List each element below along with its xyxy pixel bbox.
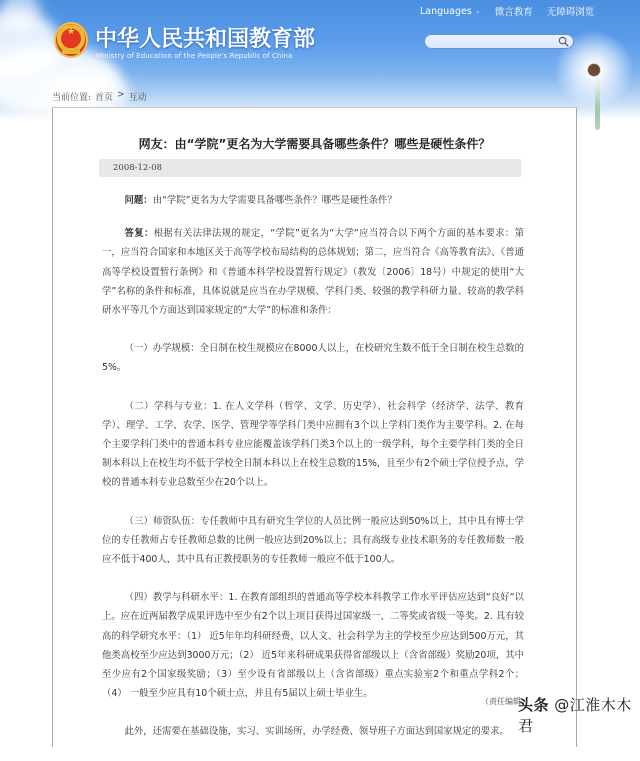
breadcrumb-separator: > bbox=[117, 90, 125, 100]
breadcrumb-label: 当前位置: bbox=[52, 93, 92, 103]
article-panel bbox=[52, 107, 577, 747]
article-title: 网友：由“学院”更名为大学需要具备哪些条件？哪些是硬性条件？ bbox=[138, 137, 491, 151]
question-lead: 问题： bbox=[124, 195, 153, 206]
site-subtitle: Ministry of Education of the People's Republic of China bbox=[96, 52, 293, 60]
section-disciplines: （二）学科与专业：1. 在人文学科（哲学、文学、历史学）、社会科学（经济学、法学、教育学）、理学、工学、农学、医学、管理学等学科门类中应拥有3个以上学科门类作为主要学科。2. 在每个主要学科门类中的普通本科专业应能覆盖该学科门类3个以上的一级学科，每个主要学科门类的全日制本科以上在校生均不低于学校全日制本科以上在校生总数的15%，且至少有2个硕士学位授予点，学校的普通本科专业总数至少在20个以上。 bbox=[102, 400, 524, 489]
watermark-brand: 头条 bbox=[518, 696, 550, 714]
breadcrumb-home[interactable]: 首页 bbox=[95, 93, 114, 103]
chevron-down-icon: ⌄ bbox=[474, 7, 481, 15]
section-teaching-research: （四）教学与科研水平：1. 在教育部组织的普通高等学校本科教学工作水平评估应达到“良好”以上。应在近两届教学成果评选中至少有2个以上项目获得过国家级一、二等奖或省级一等奖。2. 具有较高的科学研究水平：（1） 近5年年均科研经费，以人文、社会科学为主的学校至少应达到500万元，其他类高校至少应达到3000万元；（2） 近5年来科研成果获得省部级以上（含省部级）奖励20项，其中至少应有2个国家级奖励；（3）至少设有省部级以上（含省部级）重点实验室2个和重点学科2个；（4） 一般至少应具有10个硕士点，并且有5届以上硕士毕业生。 bbox=[102, 592, 524, 700]
weiyan-education-link[interactable]: 微言教育 bbox=[494, 7, 533, 18]
top-links bbox=[420, 4, 594, 18]
star-icon: ★ bbox=[67, 27, 76, 37]
answer-lead: 答复： bbox=[124, 228, 154, 240]
accessibility-link[interactable]: 无障碍浏览 bbox=[546, 7, 595, 18]
breadcrumb-interaction[interactable]: 互动 bbox=[128, 93, 147, 103]
answer-text: 根据有关法律法规的规定，“学院”更名为“大学”应当符合以下两个方面的基本要求：第一，应当符合国家和本地区关于高等学校布局结构的总体规划；第二，应当符合《高等教育法》、《普通高等学校设置暂行条例》和《普通本科学校设置暂行规定》（教发〔2006〕18号）中规定的使用“大学”名称的条件和标准，具体说就是应当在办学规模、学科门类、较强的教学科研力量、较高的教学科研水平等几个方面达到国家规定的“大学”的标准和条件： bbox=[102, 228, 524, 317]
section-other: 此外，还需要在基础设施，实习、实训场所，办学经费、领导班子方面达到国家规定的要求。 bbox=[124, 726, 509, 738]
emblem-base bbox=[62, 48, 80, 54]
languages-label: Languages bbox=[420, 5, 472, 17]
responsible-editor: （责任编辑 bbox=[481, 697, 521, 706]
question-paragraph bbox=[102, 191, 524, 210]
search-box bbox=[424, 34, 574, 49]
watermark bbox=[518, 694, 640, 736]
section-faculty: （三）师资队伍：专任教师中具有研究生学位的人员比例一般应达到50%以上，其中具有博士学位的专任教师占专任教师总数的比例一般应达到20%以上；具有高级专业技术职务的专任教师数一般应不低于400人，其中具有正教授职务的专任教师一般应不低于100人。 bbox=[102, 515, 524, 566]
question-text: 由“学院”更名为大学需要具备哪些条件？哪些是硬性条件？ bbox=[152, 195, 397, 206]
national-emblem-icon[interactable] bbox=[54, 22, 88, 58]
search-input[interactable] bbox=[431, 36, 551, 47]
breadcrumb bbox=[52, 90, 147, 103]
site-header bbox=[0, 0, 640, 120]
watermark-handle: @江淮木木君 bbox=[518, 696, 632, 735]
section-scale: （一）办学规模：全日制在校生规模应在8000人以上，在校研究生数不低于全日制在校生总数的5%。 bbox=[102, 343, 524, 374]
article-body bbox=[102, 191, 524, 761]
languages-dropdown[interactable] bbox=[420, 4, 481, 18]
date-bar bbox=[99, 159, 521, 177]
site-title[interactable]: 中华人民共和国教育部 bbox=[95, 27, 316, 52]
article-date: 2008-12-08 bbox=[113, 163, 163, 173]
search-icon[interactable] bbox=[558, 36, 569, 47]
answer-paragraph bbox=[102, 224, 524, 320]
